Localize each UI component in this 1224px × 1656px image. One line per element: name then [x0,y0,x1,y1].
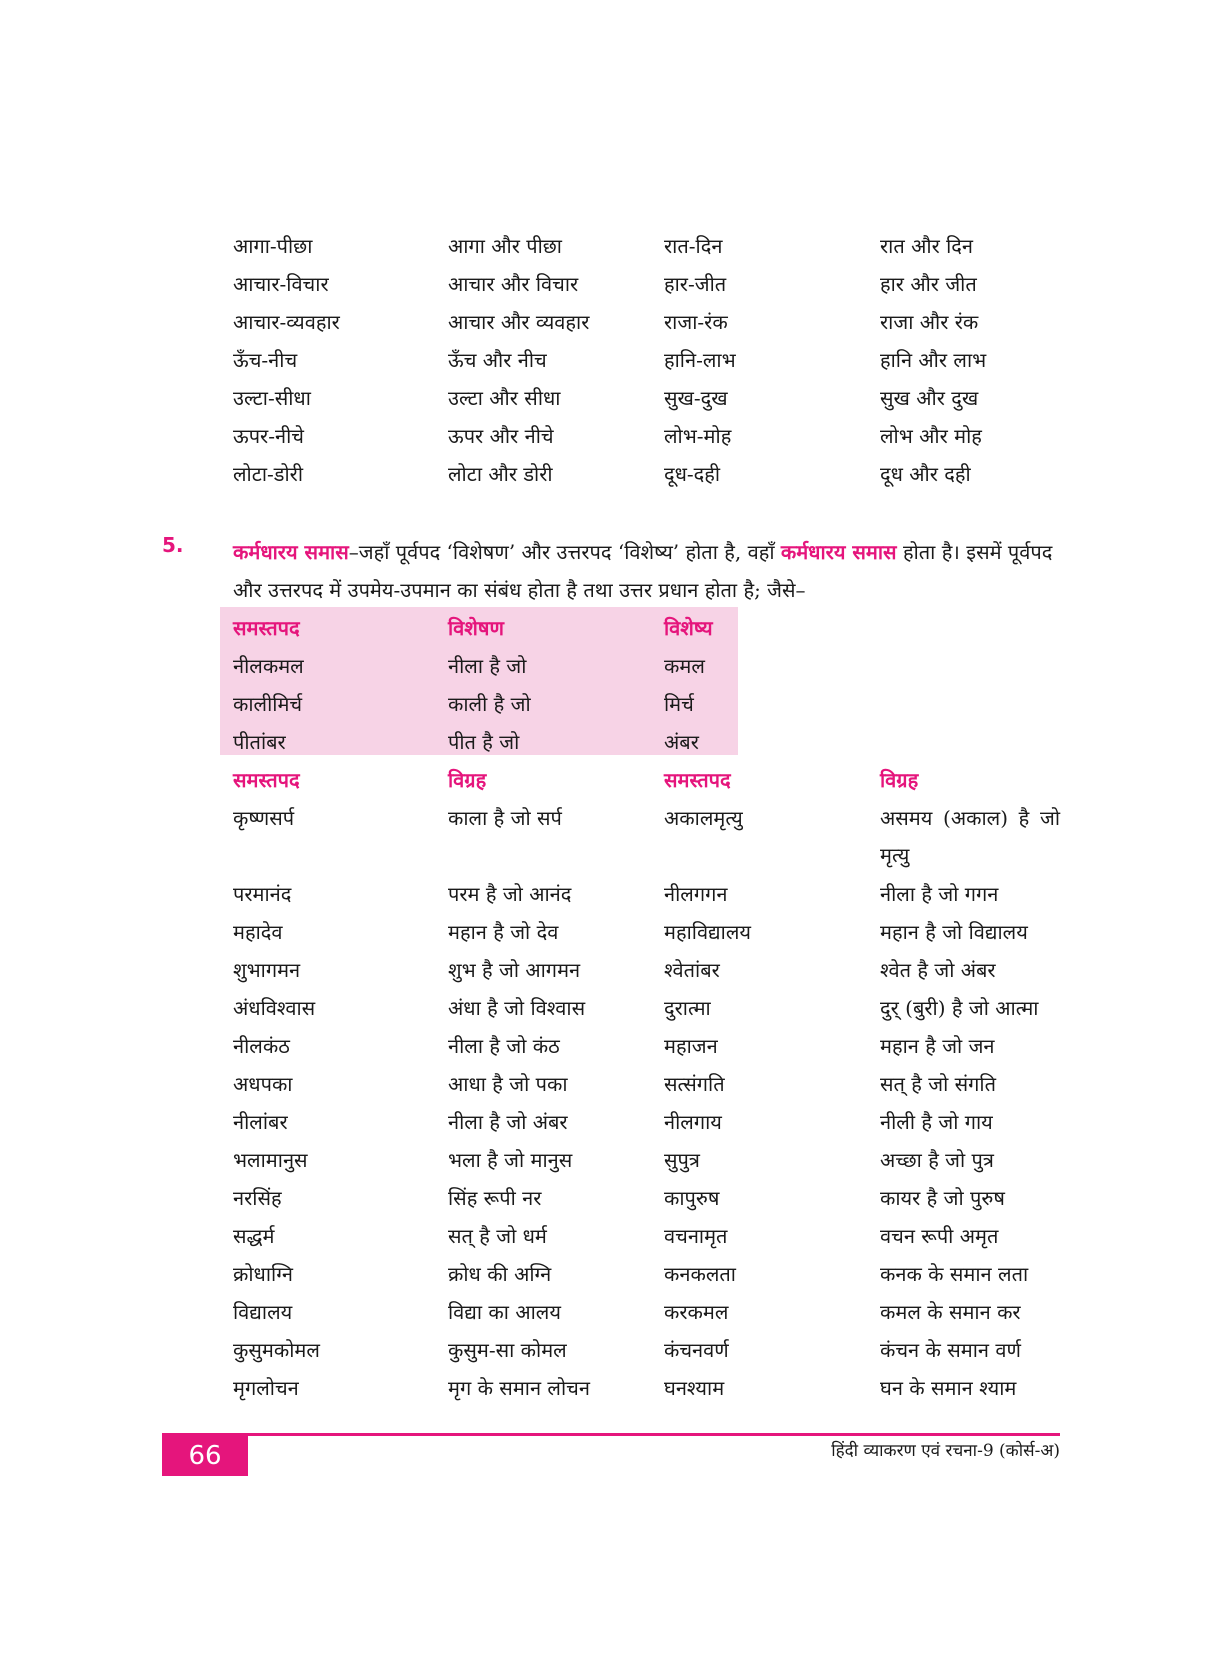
table-row: अंधविश्वास अंधा है जो विश्वास दुरात्मा दुर् (बुरी) है जो आत्मा [233,996,1039,1020]
table-row: आचार-व्यवहार आचार और व्यवहार राजा-रंक राजा और रंक [233,310,979,334]
section-term-repeat: कर्मधारय समास [780,540,897,564]
table-row: विद्यालय विद्या का आलय करकमल कमल के समान कर [233,1300,1021,1324]
table-row: नीलकंठ नीला है जो कंठ महाजन महान है जो जन [233,1034,995,1058]
table-row: पीतांबर पीत है जो अंबर [233,730,699,754]
table-row: भलामानुस भला है जो मानुस सुपुत्र अच्छा है जो पुत्र [233,1148,994,1172]
table-row: ऊँच-नीच ऊँच और नीच हानि-लाभ हानि और लाभ [233,348,987,372]
table-row: परमानंद परम है जो आनंद नीलगगन नीला है जो गगन [233,882,999,906]
table-row: महादेव महान है जो देव महाविद्यालय महान है जो विद्यालय [233,920,1028,944]
table-header: समस्तपद विग्रह समस्तपद विग्रह [233,768,919,792]
table-row: नरसिंह सिंह रूपी नर कापुरुष कायर है जो पुरुष [233,1186,1005,1210]
section-number: 5. [162,533,184,557]
table-header: समस्तपद विशेषण विशेष्य [233,616,713,640]
table-row: नीलकमल नीला है जो कमल [233,654,705,678]
table-row: अधपका आधा है जो पका सत्संगति सत् है जो संगति [233,1072,996,1096]
section-term: कर्मधारय समास [233,540,349,564]
book-title: हिंदी व्याकरण एवं रचना-9 (कोर्स-अ) [831,1441,1060,1461]
table-row: कालीमिर्च काली है जो मिर्च [233,692,694,716]
table-row: शुभागमन शुभ है जो आगमन श्वेतांबर श्वेत है जो अंबर [233,958,996,982]
table-row: नीलांबर नीला है जो अंबर नीलगाय नीली है जो गाय [233,1110,993,1134]
table-row: मृगलोचन मृग के समान लोचन घनश्याम घन के समान श्याम [233,1376,1017,1400]
section-paragraph: कर्मधारय समास–जहाँ पूर्वपद ‘विशेषण’ और उत्तरपद ‘विशेष्य’ होता है, वहाँ कर्मधारय समास होता है। इसमें पूर्वपद और उत्तरपद में उपमेय-उपमान का संबंध होता है तथा उत्तर प्रधान होता है; जैसे– [233,540,1053,602]
footer-divider [162,1433,1060,1436]
table-row: उल्टा-सीधा उल्टा और सीधा सुख-दुख सुख और दुख [233,386,979,410]
page-number: 66 [162,1436,248,1476]
table-row: आगा-पीछा आगा और पीछा रात-दिन रात और दिन [233,234,974,258]
table-row: कृष्णसर्प काला है जो सर्प अकालमृत्यु असमय (अकाल) है जो मृत्यु [233,806,1060,867]
table-row: कुसुमकोमल कुसुम-सा कोमल कंचनवर्ण कंचन के समान वर्ण [233,1338,1021,1362]
table-row: आचार-विचार आचार और विचार हार-जीत हार और जीत [233,272,977,296]
table-row: क्रोधाग्नि क्रोध की अग्नि कनकलता कनक के समान लता [233,1262,1029,1286]
table-row: ऊपर-नीचे ऊपर और नीचे लोभ-मोह लोभ और मोह [233,424,982,448]
table-row: सद्धर्म सत् है जो धर्म वचनामृत वचन रूपी अमृत [233,1224,999,1248]
table-row: लोटा-डोरी लोटा और डोरी दूध-दही दूध और दही [233,462,971,486]
